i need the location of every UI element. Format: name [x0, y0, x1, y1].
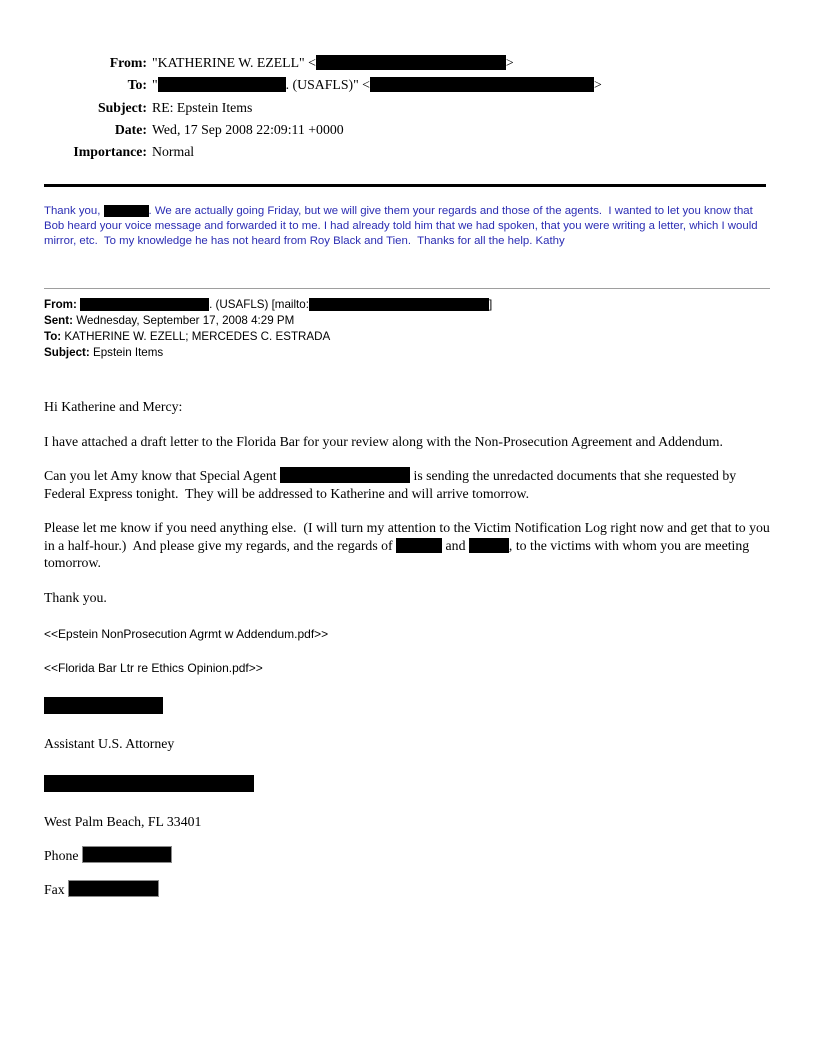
quoted-to-label: To:	[44, 330, 62, 344]
quoted-message-divider	[44, 288, 770, 289]
date-value: Wed, 17 Sep 2008 22:09:11 +0000	[152, 121, 344, 137]
redaction-bar	[316, 55, 506, 70]
p2-pre: Can you let Amy know that Special Agent	[44, 468, 281, 484]
quoted-from-post: ]	[488, 298, 493, 312]
subject-value: RE: Epstein Items	[152, 99, 253, 115]
redaction-bar	[396, 538, 442, 553]
importance-value: Normal	[152, 144, 195, 160]
phone-label: Phone	[44, 848, 82, 864]
thank-you-line: Thank you.	[44, 589, 107, 605]
quoted-subject-row	[44, 345, 770, 361]
signer-phone-row	[44, 846, 770, 865]
signer-fax-row	[44, 880, 770, 899]
quoted-subject-label: Subject:	[44, 346, 90, 360]
from-value-pre: "KATHERINE W. EZELL" <	[152, 55, 316, 70]
importance-label: Importance:	[73, 144, 147, 160]
signer-city: West Palm Beach, FL 33401	[44, 813, 202, 829]
email-header	[44, 52, 770, 163]
subject-label: Subject:	[97, 99, 147, 115]
redaction-bar	[370, 77, 594, 92]
to-value-mid: . (USAFLS)" <	[285, 77, 370, 93]
redaction-bar	[280, 467, 410, 483]
from-label: From:	[109, 55, 147, 70]
quoted-sent-value: Wednesday, September 17, 2008 4:29 PM	[72, 314, 295, 328]
paragraph-attached-letter: I have attached a draft letter to the Florida Bar for your review along with the Non-Prosecution Agreement and Addendum.	[44, 433, 723, 449]
redaction-bar	[80, 298, 209, 311]
date-label: Date:	[114, 121, 147, 137]
to-label: To:	[127, 77, 147, 93]
p3-post: , to the victims with whom you are meeting tomorrow.	[44, 537, 753, 571]
fax-label: Fax	[44, 881, 69, 897]
to-value-pre: "	[152, 77, 158, 93]
p3-pre: Please let me know if you need anything else. (I will turn my attention to the Victim Notification Log right now and get that to you in a half-hour.) And please give my regards, and the regards of	[44, 520, 774, 553]
quoted-from-mid: . (USAFLS) [mailto:	[209, 298, 309, 312]
attachment-line-2: <<Florida Bar Ltr re Ethics Opinion.pdf>>	[44, 661, 263, 676]
redaction-bar	[469, 538, 509, 553]
paragraph-regards	[44, 519, 774, 572]
redaction-bar-phone	[82, 846, 172, 863]
quoted-subject-value: Epstein Items	[89, 346, 164, 360]
quoted-to-value: KATHERINE W. EZELL; MERCEDES C. ESTRADA	[61, 330, 331, 344]
p3-mid: and	[442, 537, 469, 553]
reply-paragraph	[44, 204, 772, 249]
quoted-from-label: From:	[44, 298, 77, 312]
from-value	[152, 52, 770, 74]
signer-title: Assistant U.S. Attorney	[44, 736, 175, 752]
reply-pre: Thank you,	[44, 205, 104, 218]
to-value	[152, 74, 770, 96]
quoted-to-row	[44, 329, 770, 345]
redaction-bar	[104, 205, 149, 217]
redaction-bar	[309, 298, 489, 311]
message-body	[44, 398, 774, 606]
quoted-sent-label: Sent:	[44, 314, 73, 328]
quoted-sent-row	[44, 313, 770, 329]
header-divider-rule	[44, 184, 766, 187]
to-value-post: >	[593, 77, 602, 93]
attachment-line-1: <<Epstein NonProsecution Agrmt w Addendum.pdf>>	[44, 627, 329, 642]
quoted-email-header	[44, 297, 770, 361]
from-value-post: >	[505, 55, 514, 70]
greeting: Hi Katherine and Mercy:	[44, 399, 183, 415]
reply-post: . We are actually going Friday, but we will give them your regards and those of the agents. I wanted to let you know that Bob heard your voice message and forwarded it to me. I had already told him that we had spoken, that you were writing a letter, which I would mirror, etc. To my knowledge he has not heard from Roy Black and Tien. Thanks for all the help. Kathy	[44, 205, 761, 248]
redaction-bar-fax	[68, 880, 159, 897]
redaction-bar-address	[44, 775, 254, 792]
paragraph-special-agent	[44, 467, 770, 502]
p2-post: is sending the unredacted documents that she requested by Federal Express tonight. They will be addressed to Katherine and will arrive tomorrow.	[44, 468, 740, 501]
redaction-bar-signer-name	[44, 697, 163, 714]
quoted-from-row	[44, 297, 770, 313]
redaction-bar	[158, 77, 286, 92]
